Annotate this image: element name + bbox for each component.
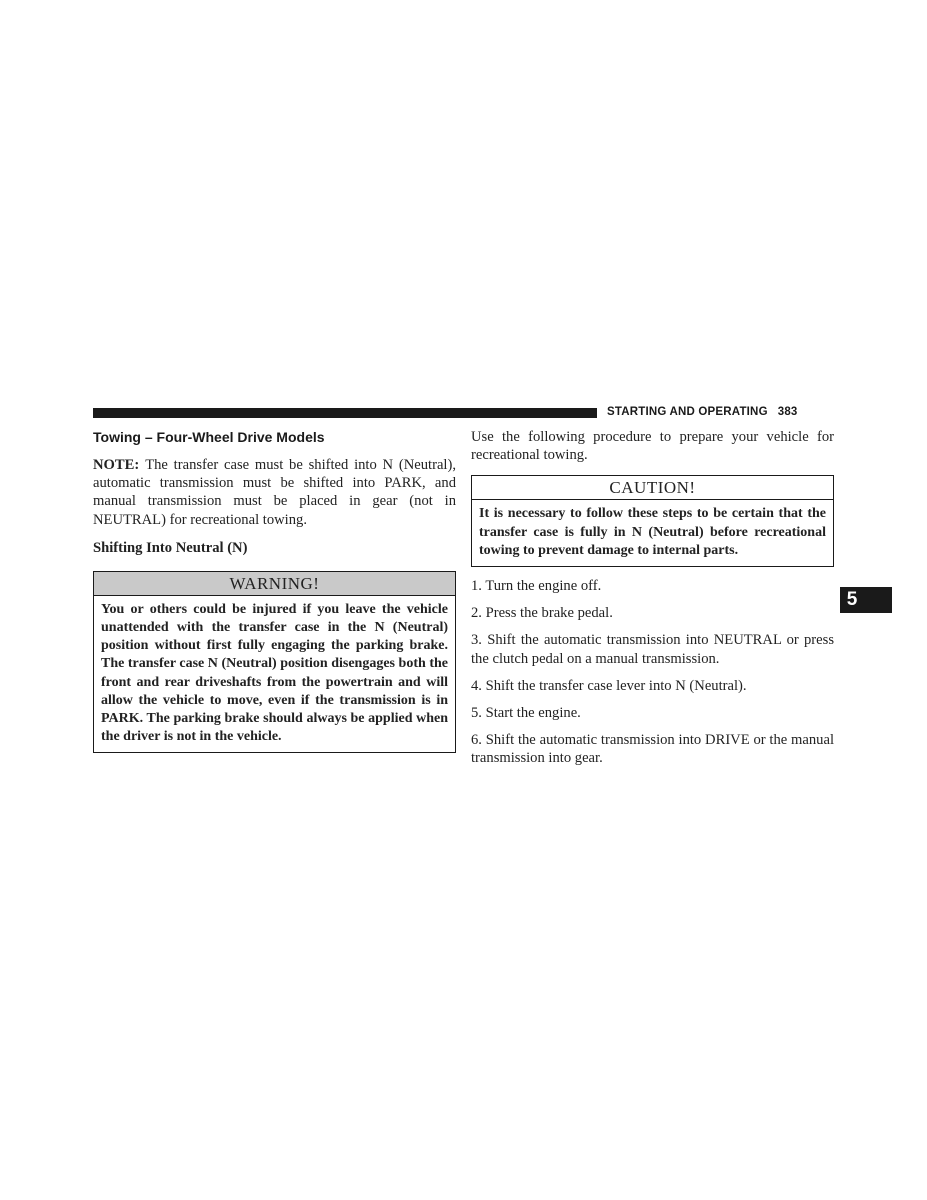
page-number: 383 (777, 406, 798, 418)
warning-box (93, 571, 456, 754)
list-item: 2. Press the brake pedal. (471, 605, 613, 622)
header-rule (93, 408, 597, 418)
warning-text: You or others could be injured if you leave the vehicle unattended with the transfer case in the N (Neutral) position without first fully engaging the parking brake. The transfer case N (Neutral) position disengages both the front and rear driveshafts from the powertrain and will allow the vehicle to move, even if the transmission is in PARK. The parking brake should always be applied when the driver is not in the vehicle. (101, 601, 448, 745)
right-column (471, 428, 834, 777)
caution-box (471, 475, 834, 567)
list-item: 6. Shift the automatic transmission into DRIVE or the manual transmission into gear. (471, 732, 834, 767)
note-label: NOTE: (93, 457, 140, 473)
steps-list (471, 577, 834, 768)
caution-text: It is necessary to follow these steps to be certain that the transfer case is fully in N (Neutral) before recreational towing to prevent damage to internal parts. (479, 506, 826, 558)
list-item: 1. Turn the engine off. (471, 578, 602, 595)
chapter-number: 5 (846, 589, 858, 610)
chapter-tab (840, 587, 892, 613)
list-item: 4. Shift the transfer case lever into N (Neutral). (471, 677, 747, 694)
left-column (93, 428, 456, 753)
caution-title: CAUTION! (472, 476, 833, 500)
note-paragraph (93, 456, 456, 529)
list-item: 3. Shift the automatic transmission into NEUTRAL or press the clutch pedal on a manual transmission. (471, 632, 834, 667)
list-item: 5. Start the engine. (471, 705, 581, 722)
note-text: The transfer case must be shifted into N (Neutral), automatic transmission must be shifted into PARK, and manual transmission must be placed in gear (not in NEUTRAL) for recreational towing. (93, 457, 456, 528)
subheading: Shifting Into Neutral (N) (93, 539, 248, 556)
section-title: Towing – Four-Wheel Drive Models (93, 429, 325, 445)
section-name: STARTING AND OPERATING (607, 406, 768, 418)
running-header (607, 406, 798, 418)
intro-paragraph: Use the following procedure to prepare your vehicle for recreational towing. (471, 429, 834, 464)
warning-title: WARNING! (94, 572, 455, 596)
